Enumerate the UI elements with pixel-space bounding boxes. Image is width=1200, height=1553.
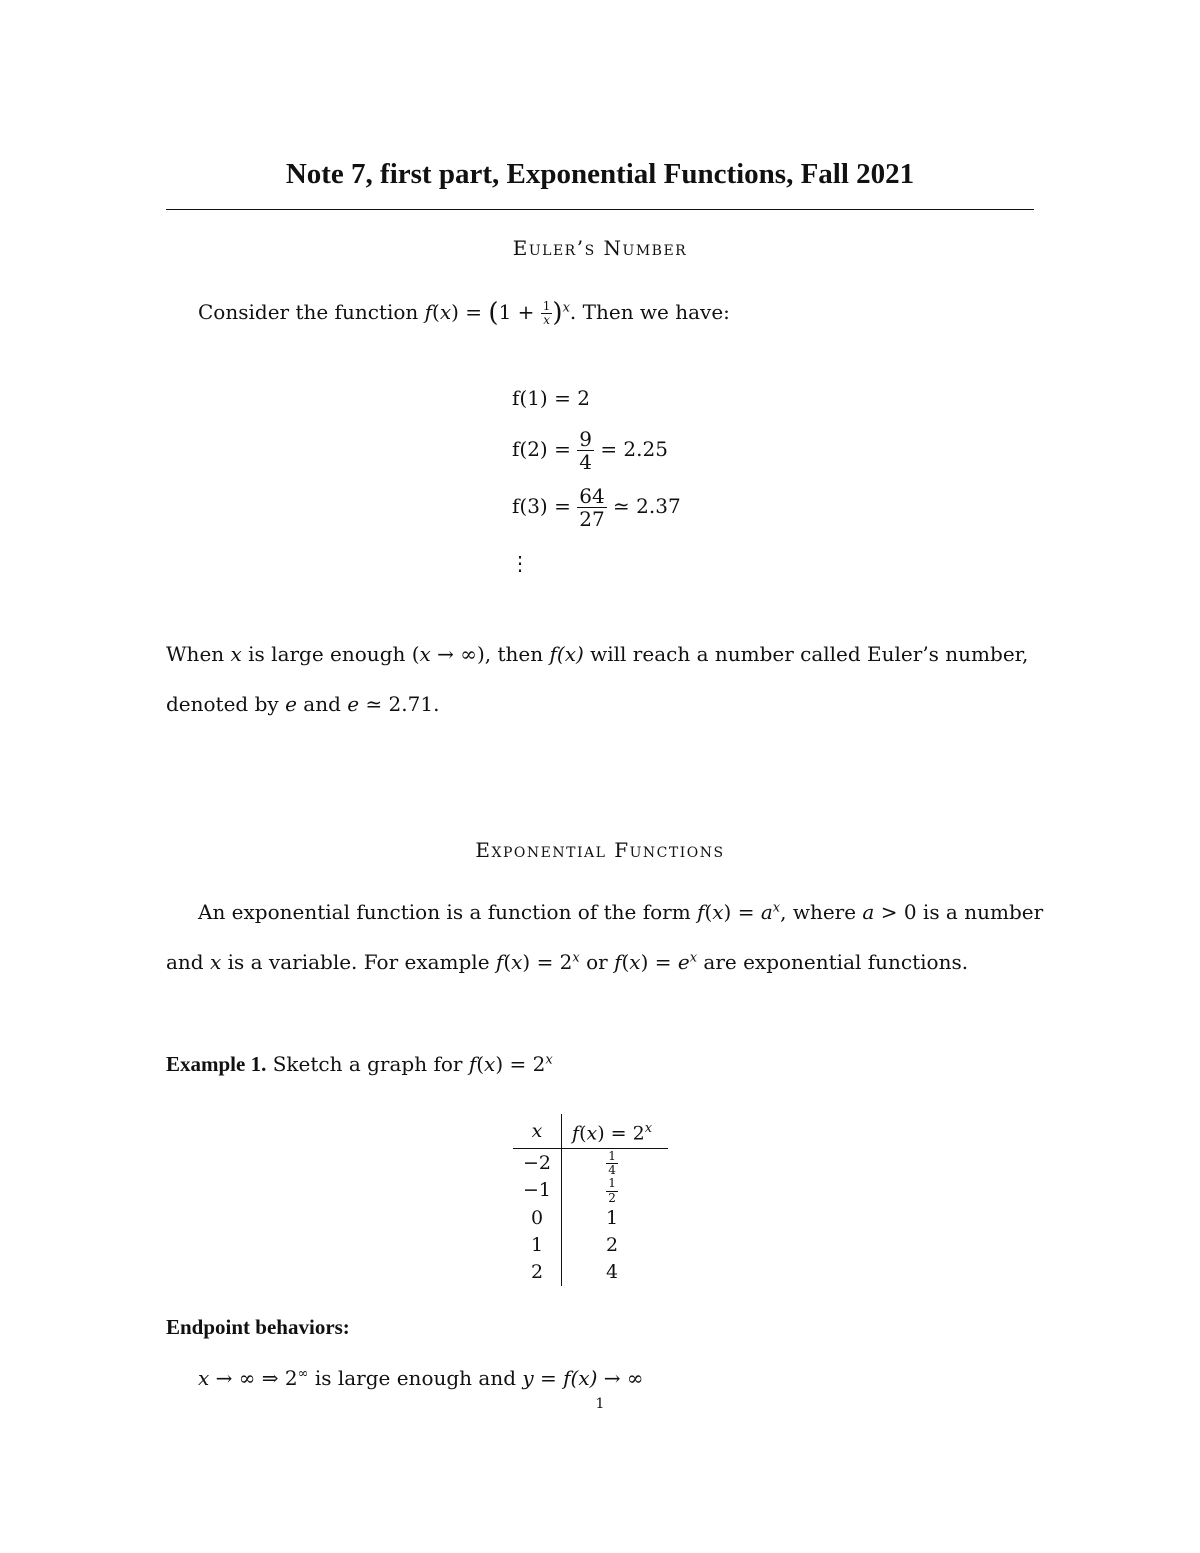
page-number: 1 (595, 1396, 605, 1412)
eq3-fraction: $\frac{64}{27}$ (579, 484, 605, 531)
example-text: Sketch a graph for (272, 1052, 463, 1076)
eq2-lhs: f(2) = (512, 437, 571, 461)
example-1: Example 1. Sketch a graph for $f(x) = 2^x$ (166, 1052, 553, 1076)
table-row: −1 $\frac{1}{2}$ (513, 1177, 668, 1205)
example-label: Example 1. (166, 1052, 267, 1076)
eq3-rhs: ≃ 2.37 (613, 494, 681, 518)
eq2-rhs: = 2.25 (600, 437, 668, 461)
table-row: 2 4 (513, 1259, 668, 1286)
equation-f1: f(1) = 2 (512, 386, 590, 410)
intro-text-after: . Then we have: (569, 300, 730, 324)
euler-paragraph-line1: When x is large enough (x → ∞), then f(x) will reach a number called Euler’s number, (166, 642, 1029, 666)
values-table (513, 1114, 668, 1286)
exp-paragraph-line2: and x is a variable. For example $f(x) = 2^x$ or $f(x) = e^x$ are exponential functions. (166, 950, 969, 974)
eq2-fraction: $\frac{9}{4}$ (579, 427, 592, 474)
equation-f3 (512, 485, 681, 530)
intro-text: Consider the function (198, 300, 419, 324)
endpoint-line: x → ∞ ⇒ 2∞ is large enough and y = f(x) → ∞ (198, 1366, 644, 1390)
vertical-dots: ⋮ (510, 551, 530, 575)
table-row: 1 2 (513, 1232, 668, 1259)
table-row: 0 1 (513, 1205, 668, 1232)
section-heading-exponential-functions: Exponential Functions (475, 838, 725, 862)
equation-f2 (512, 428, 668, 473)
table-header-x: x (513, 1114, 562, 1149)
section-heading-eulers-number: Euler’s Number (512, 236, 688, 260)
intro-line (198, 298, 730, 328)
exp-paragraph-line1: An exponential function is a function of the form $f(x) = a^x$, where a > 0 is a number (198, 900, 1044, 924)
euler-paragraph-line2: denoted by e and e ≃ 2.71. (166, 692, 440, 716)
page-title: Note 7, first part, Exponential Functions, Fall 2021 (285, 158, 915, 190)
intro-formula: f(x) = (1 + $\frac{1}{x}$ )$^x$ (424, 298, 570, 328)
title-rule (166, 209, 1034, 210)
eq3-lhs: f(3) = (512, 494, 571, 518)
endpoint-heading: Endpoint behaviors: (166, 1315, 350, 1339)
table-header-fx: $f(x) = 2^x$ (562, 1114, 669, 1149)
table-row: −2 $\frac{1}{4}$ (513, 1149, 668, 1177)
table-header-row (513, 1114, 668, 1149)
